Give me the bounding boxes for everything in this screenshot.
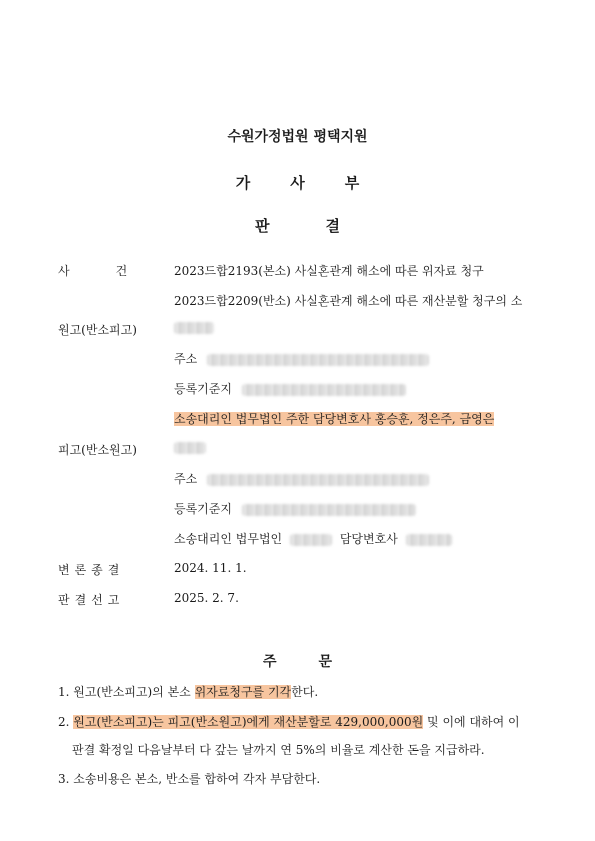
defendant-registry-label: 등록기준지 bbox=[174, 502, 232, 516]
case-label: 사건 bbox=[58, 264, 174, 278]
department-title: 가사부 bbox=[235, 174, 400, 192]
defendant-registry-row bbox=[174, 500, 416, 517]
order-item-1-text: 1. 원고(반소피고)의 본소 bbox=[58, 685, 195, 699]
defendant-address-redacted bbox=[207, 474, 429, 486]
defendant-firm-redacted bbox=[290, 534, 332, 546]
order-item-2 bbox=[58, 713, 520, 730]
defendant-counsel-suffix: 담당변호사 bbox=[339, 532, 398, 546]
order-item-2-highlight: 원고(반소피고)는 피고(반소원고)에게 재산분할로 429,000,000원 bbox=[73, 715, 424, 729]
order-item-1-end: 한다. bbox=[291, 685, 319, 699]
order-item-1 bbox=[58, 683, 318, 700]
plaintiff-registry-redacted bbox=[242, 384, 406, 396]
case-line-2: 2023드합2209(반소) 사실혼관계 해소에 따른 재산분할 청구의 소 bbox=[174, 294, 523, 308]
plaintiff-registry-row bbox=[174, 380, 406, 397]
defendant-lawyer-redacted bbox=[406, 534, 452, 546]
case-line-1: 2023드합2193(본소) 사실혼관계 해소에 따른 위자료 청구 bbox=[174, 264, 484, 278]
ruling-date: 2025. 2. 7. bbox=[174, 591, 239, 605]
court-name: 수원가정법원 평택지원 bbox=[227, 129, 368, 145]
order-item-2-number: 2. bbox=[58, 715, 74, 729]
plaintiff-address-redacted bbox=[207, 354, 429, 366]
plaintiff-counsel: 소송대리인 법무법인 주한 담당변호사 홍승훈, 정은주, 금영은 bbox=[174, 412, 495, 426]
closing-label: 변론종결 bbox=[58, 563, 125, 577]
order-item-1-highlight: 위자료청구를 기각 bbox=[194, 685, 292, 699]
order-title: 주문 bbox=[262, 654, 375, 670]
plaintiff-address-label: 주소 bbox=[174, 352, 198, 366]
plaintiff-registry-label: 등록기준지 bbox=[174, 382, 232, 396]
order-item-2-text: 및 이에 대하여 이 bbox=[423, 715, 520, 729]
defendant-address-row bbox=[174, 470, 429, 487]
closing-date: 2024. 11. 1. bbox=[174, 561, 247, 575]
order-item-3: 3. 소송비용은 본소, 반소를 합하여 각자 부담한다. bbox=[58, 772, 321, 786]
plaintiff-name-redacted bbox=[174, 320, 214, 334]
order-item-2-continued: 판결 확정일 다음날부터 다 갚는 날까지 연 5%의 비율로 계산한 돈을 지급하라. bbox=[72, 743, 485, 757]
defendant-label: 피고(반소원고) bbox=[58, 443, 137, 457]
ruling-label: 판결선고 bbox=[58, 593, 125, 607]
defendant-name-redacted bbox=[174, 440, 206, 454]
defendant-counsel-prefix: 소송대리인 법무법인 bbox=[174, 532, 283, 546]
plaintiff-counsel-row bbox=[174, 410, 494, 427]
defendant-address-label: 주소 bbox=[174, 472, 198, 486]
document-type-title: 판결 bbox=[255, 217, 396, 235]
defendant-registry-redacted bbox=[242, 504, 416, 516]
defendant-counsel-row bbox=[174, 530, 452, 547]
plaintiff-address-row bbox=[174, 350, 429, 367]
plaintiff-label: 원고(반소피고) bbox=[58, 323, 137, 337]
